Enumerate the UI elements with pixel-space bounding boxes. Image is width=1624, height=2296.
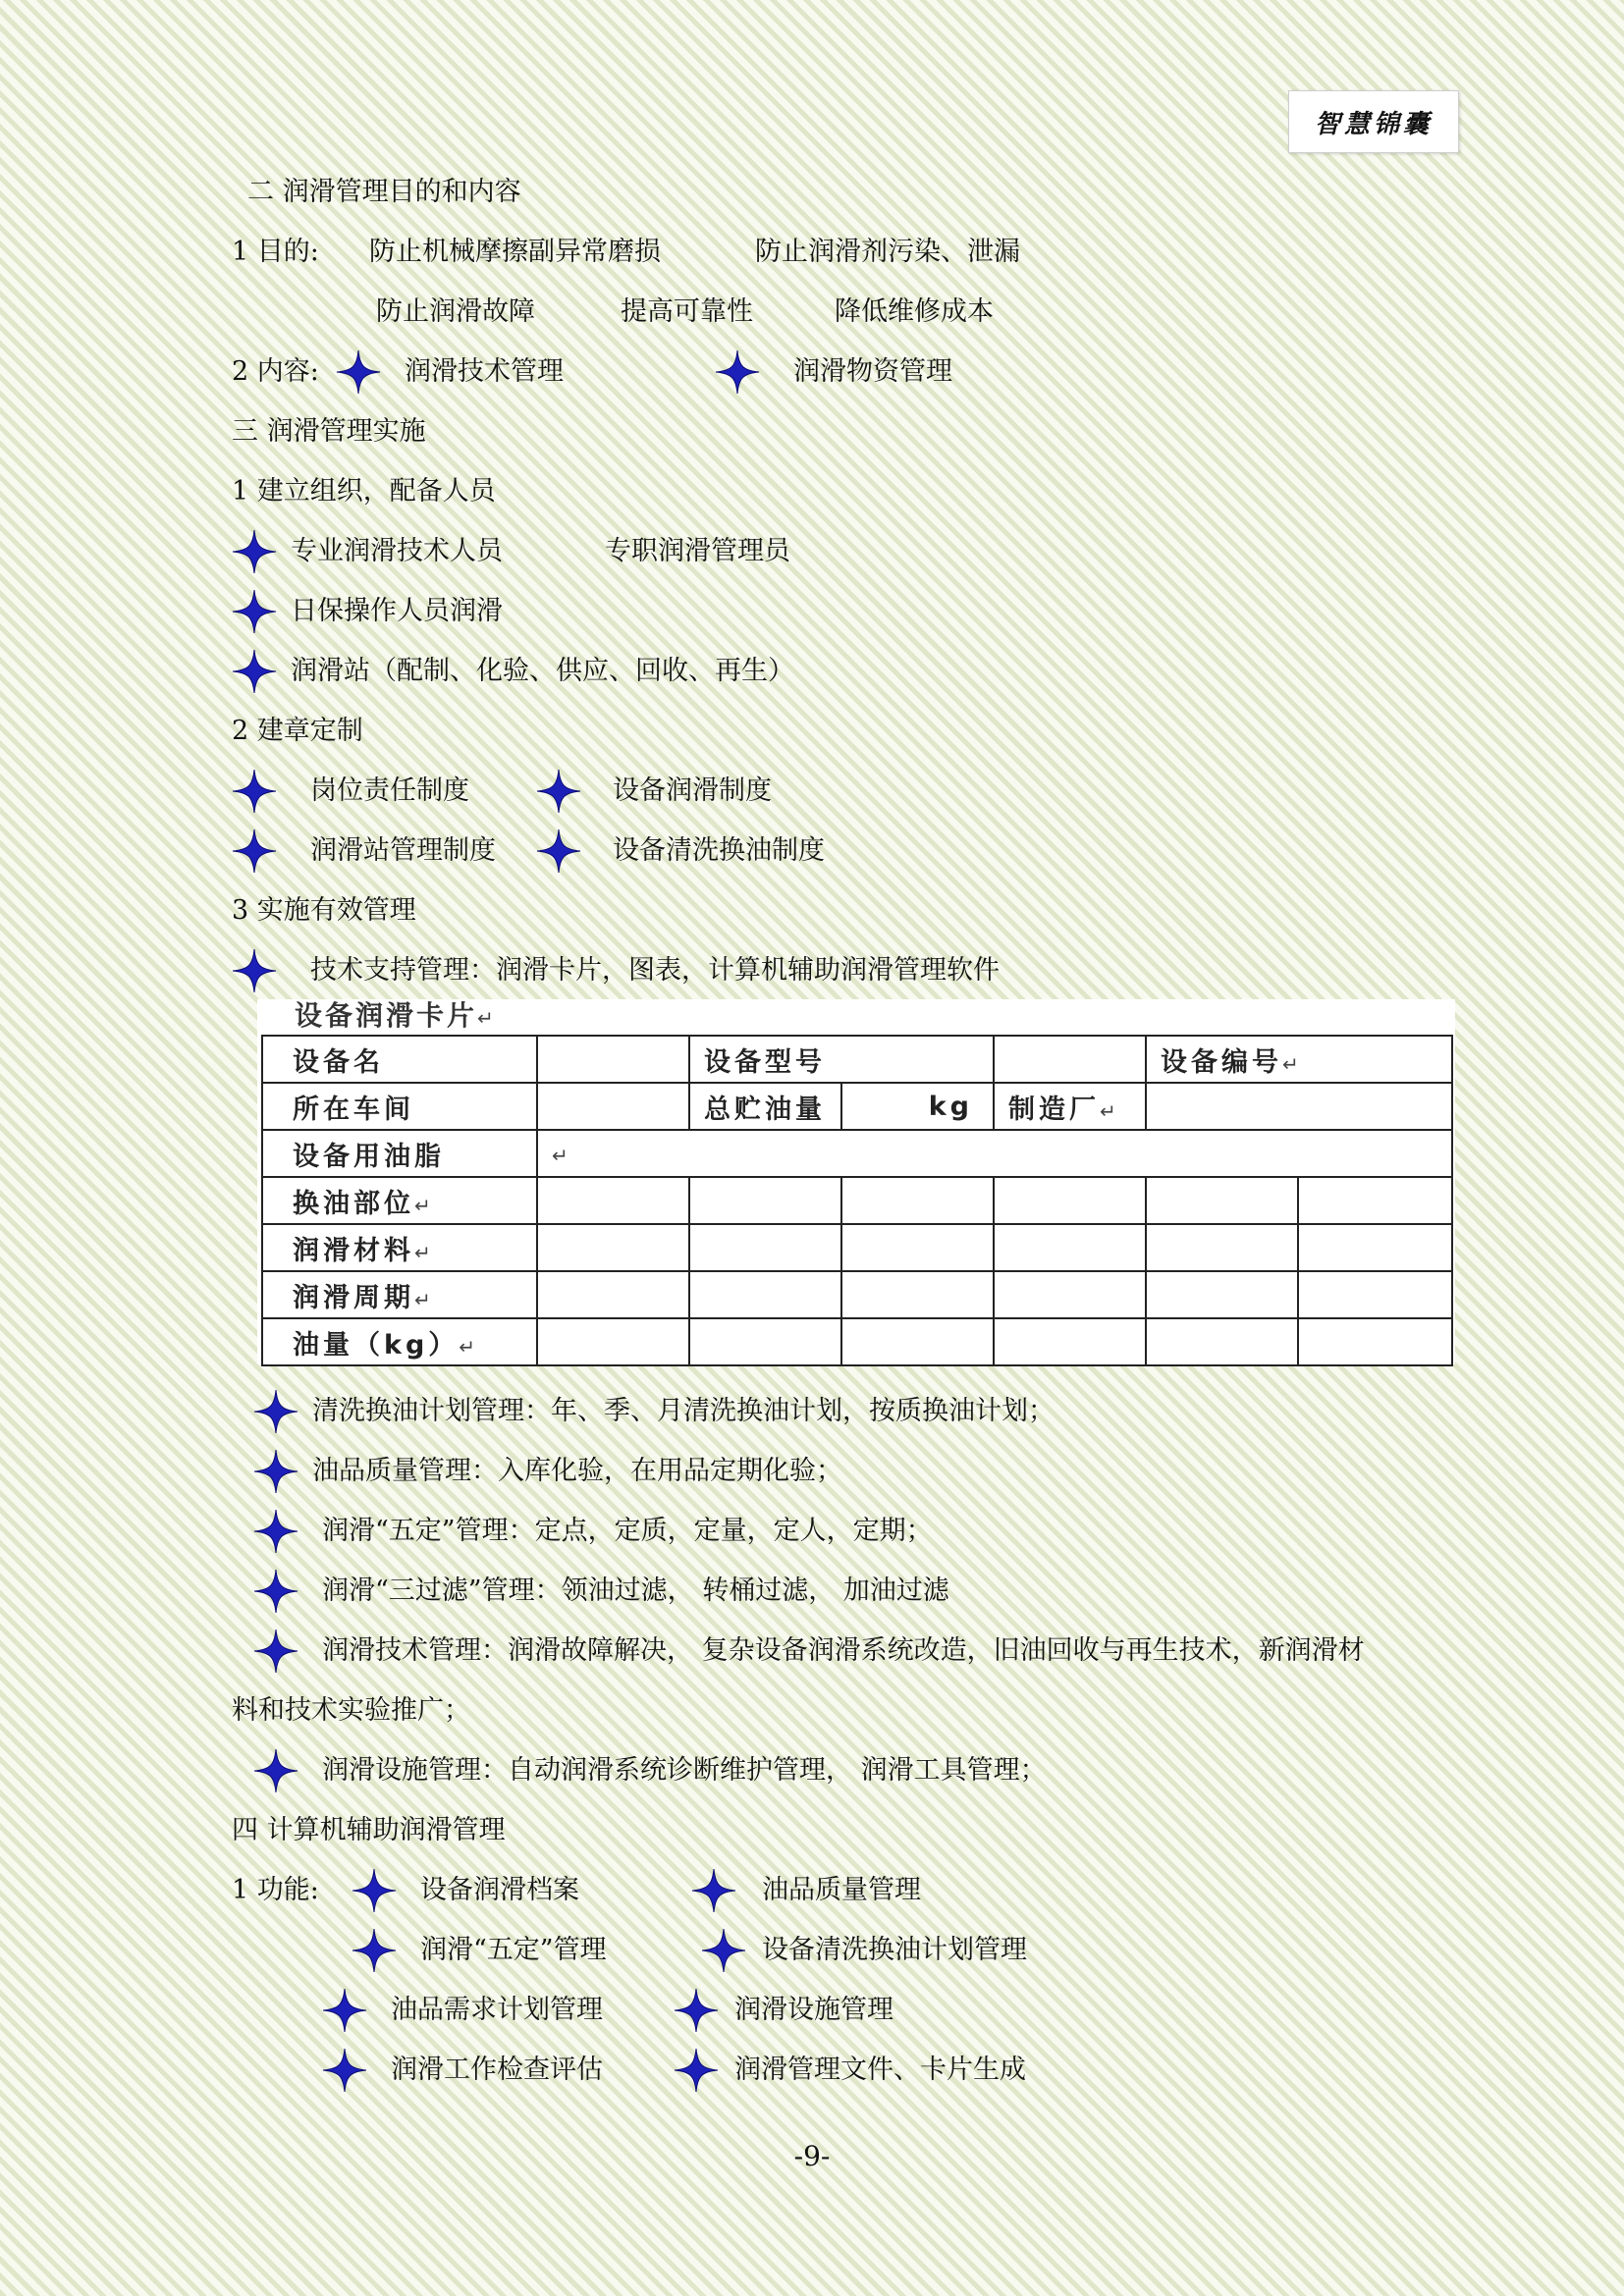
table-cell: 润滑周期↵: [262, 1271, 537, 1318]
mgmt-item: 润滑“三过滤”管理：领油过滤， 转桶过滤， 加油过滤: [322, 1575, 949, 1606]
org-item: 专职润滑管理员: [605, 536, 790, 566]
star-bullet-icon: [674, 1988, 719, 2033]
rule-item: 润滑站管理制度: [310, 835, 496, 866]
table-cell: 总贮油量: [689, 1083, 841, 1130]
purpose-item: 防止润滑故障: [376, 296, 535, 327]
star-bullet-icon: [336, 349, 381, 395]
func-label: 1 功能:: [232, 1875, 319, 1905]
section3-sub3: 3 实施有效管理: [232, 895, 416, 926]
func-item: 润滑工作检查评估: [391, 2055, 603, 2085]
mgmt-item: 润滑技术管理：润滑故障解决， 复杂设备润滑系统改造，旧油回收与再生技术，新润滑材: [322, 1635, 1365, 1666]
rule-item: 设备清洗换油制度: [613, 835, 825, 866]
purpose-item: 防止润滑剂污染、泄漏: [755, 237, 1020, 267]
table-row: [262, 1224, 1452, 1271]
content-item: 润滑技术管理: [405, 356, 564, 387]
content-item: 润滑物资管理: [793, 356, 952, 387]
table-cell: 油量（kg）↵: [262, 1318, 537, 1365]
star-bullet-icon: [253, 1509, 298, 1554]
star-bullet-icon: [232, 828, 277, 874]
section3-sub2: 2 建章定制: [232, 716, 363, 746]
star-bullet-icon: [322, 1988, 367, 2033]
star-bullet-icon: [253, 1389, 298, 1434]
rules-row-1: [232, 772, 1115, 811]
func-item: 设备清洗换油计划管理: [762, 1935, 1027, 1965]
org-row-3: [232, 652, 1115, 691]
star-bullet-icon: [536, 828, 581, 874]
tech-support-text: 技术支持管理：润滑卡片，图表，计算机辅助润滑管理软件: [310, 955, 1000, 986]
content-label: 2 内容:: [232, 356, 319, 387]
table-cell: 设备型号: [689, 1036, 994, 1083]
func-item: 润滑管理文件、卡片生成: [734, 2055, 1026, 2085]
mgmt-row: [232, 1452, 1508, 1491]
purpose-row-1: [232, 233, 1214, 272]
tech-support-row: [232, 951, 1214, 990]
func-row-1: [232, 1871, 1214, 1910]
star-bullet-icon: [715, 349, 760, 395]
table-row: 设备用油脂 ↵: [262, 1130, 1452, 1177]
star-bullet-icon: [253, 1629, 298, 1674]
rule-item: 岗位责任制度: [310, 775, 469, 806]
mgmt-item: 润滑设施管理：自动润滑系统诊断维护管理， 润滑工具管理；: [322, 1755, 1047, 1786]
star-bullet-icon: [253, 1449, 298, 1494]
func-row-2: [232, 1931, 1214, 1970]
section3-title: 三 润滑管理实施: [232, 416, 426, 447]
table-row: [262, 1036, 1452, 1083]
wisdom-badge: 智慧锦囊: [1288, 90, 1459, 153]
mgmt-row: [232, 1572, 1508, 1611]
content-row: [232, 352, 1214, 392]
func-item: 润滑“五定”管理: [420, 1935, 607, 1965]
table-cell: 设备编号↵: [1146, 1036, 1452, 1083]
table-cell: 设备用油脂: [262, 1130, 537, 1177]
func-item: 油品质量管理: [762, 1875, 921, 1905]
purpose-row-2: [232, 293, 1214, 332]
star-bullet-icon: [352, 1868, 397, 1913]
star-bullet-icon: [232, 529, 277, 574]
card-title: 设备润滑卡片↵: [295, 999, 494, 1032]
star-bullet-icon: [674, 2048, 719, 2093]
mgmt-row: [232, 1512, 1508, 1551]
mgmt-row: [232, 1631, 1508, 1671]
table-cell: 所在车间: [262, 1083, 537, 1130]
purpose-item: 防止机械摩擦副异常磨损: [369, 237, 661, 267]
rule-item: 设备润滑制度: [613, 775, 772, 806]
purpose-label: 1 目的:: [232, 237, 319, 267]
star-bullet-icon: [253, 1748, 298, 1793]
table-row: [262, 1083, 1452, 1130]
table-cell: 制造厂↵: [994, 1083, 1146, 1130]
mgmt-item: 油品质量管理：入库化验，在用品定期化验；: [312, 1456, 842, 1486]
table-cell: 设备名: [262, 1036, 537, 1083]
func-item: 设备润滑档案: [420, 1875, 579, 1905]
org-row-1: [232, 532, 1115, 571]
table-row: [262, 1271, 1452, 1318]
star-bullet-icon: [232, 948, 277, 993]
table-row: [262, 1318, 1452, 1365]
org-row-2: [232, 592, 1115, 631]
star-bullet-icon: [352, 1928, 397, 1973]
mgmt-row: [232, 1751, 1508, 1790]
purpose-item: 提高可靠性: [621, 296, 753, 327]
section3-sub1: 1 建立组织，配备人员: [232, 476, 496, 507]
mgmt-row: [232, 1392, 1508, 1431]
section4-title: 四 计算机辅助润滑管理: [232, 1815, 506, 1845]
star-bullet-icon: [701, 1928, 746, 1973]
star-bullet-icon: [536, 769, 581, 814]
rules-row-2: [232, 831, 1115, 871]
table-cell: 换油部位↵: [262, 1177, 537, 1224]
func-row-4: [232, 2051, 1214, 2090]
func-item: 油品需求计划管理: [391, 1995, 603, 2025]
mgmt-item: 清洗换油计划管理：年、季、月清洗换油计划，按质换油计划；: [312, 1396, 1055, 1426]
star-bullet-icon: [691, 1868, 736, 1913]
org-item: 专业润滑技术人员: [291, 536, 503, 566]
star-bullet-icon: [253, 1569, 298, 1614]
section2-title: 二 润滑管理目的和内容: [247, 177, 521, 207]
page-number: -9-: [793, 2140, 831, 2172]
func-row-3: [232, 1991, 1214, 2030]
table-cell: 润滑材料↵: [262, 1224, 537, 1271]
table-row: [262, 1177, 1452, 1224]
org-item: 日保操作人员润滑: [291, 596, 503, 626]
func-item: 润滑设施管理: [734, 1995, 893, 2025]
purpose-item: 降低维修成本: [835, 296, 994, 327]
star-bullet-icon: [232, 769, 277, 814]
mgmt-item: 润滑“五定”管理：定点，定质，定量，定人，定期；: [322, 1516, 933, 1546]
mgmt-continuation: 料和技术实验推广；: [232, 1695, 470, 1726]
org-item: 润滑站（配制、化验、供应、回收、再生）: [291, 656, 794, 686]
table-cell: kg: [841, 1083, 994, 1130]
star-bullet-icon: [322, 2048, 367, 2093]
star-bullet-icon: [232, 649, 277, 694]
star-bullet-icon: [232, 589, 277, 634]
lubrication-card-table: [261, 1035, 1453, 1366]
